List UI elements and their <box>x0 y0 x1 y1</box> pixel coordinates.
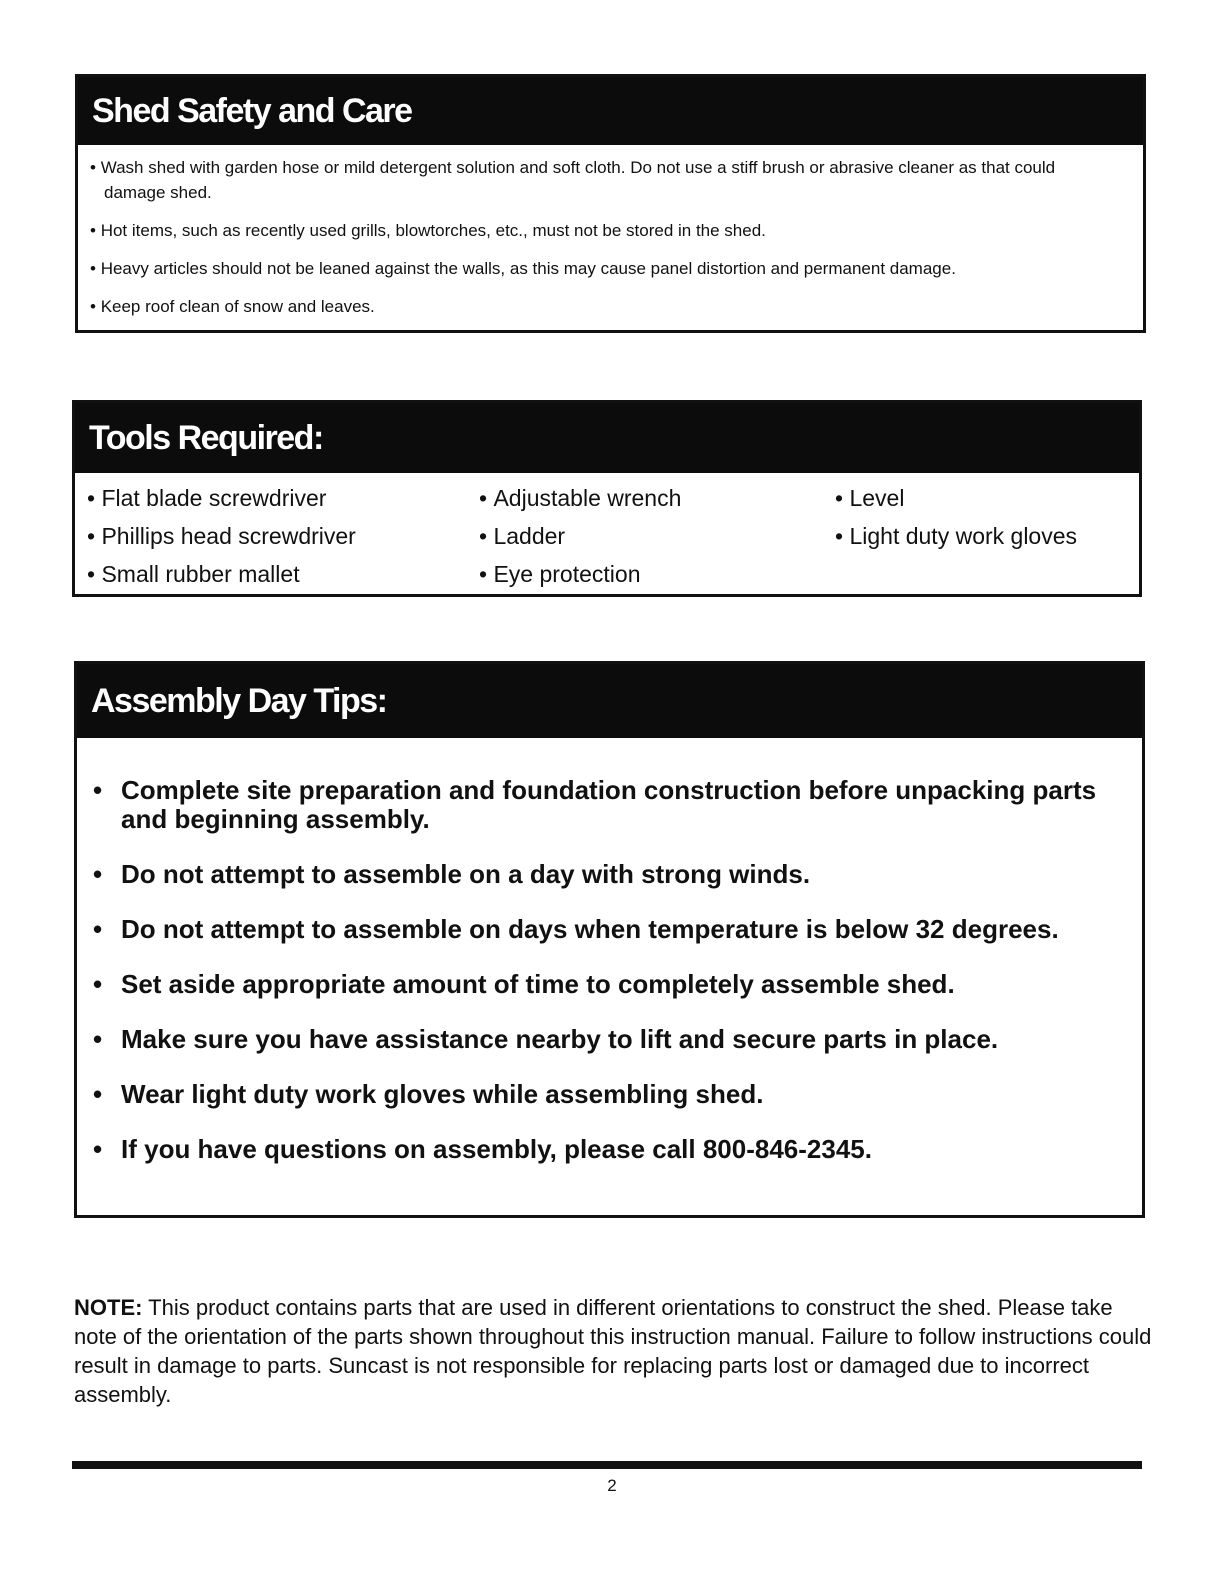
list-item: • Heavy articles should not be leaned against the walls, as this may cause panel distortion and permanent damage. <box>90 256 1119 281</box>
tools-required-title: Tools Required: <box>75 403 1139 473</box>
list-item: • Set aside appropriate amount of time to completely assemble shed. <box>93 970 1132 999</box>
assembly-tips-section <box>74 661 1145 1218</box>
note-paragraph <box>74 1293 1154 1409</box>
note-text: This product contains parts that are used in different orientations to construct the shed. Please take note of the orientation of the parts shown throughout this instruction manual. Failure to follow instructions could result in damage to parts. Suncast is not responsible for replacing parts lost or damaged due to incorrect assembly. <box>74 1295 1152 1407</box>
list-item: • Ladder <box>479 517 835 555</box>
tools-column-3 <box>835 479 1139 593</box>
page-number: 2 <box>607 1476 617 1495</box>
list-item: • Small rubber mallet <box>87 555 479 593</box>
list-item: • If you have questions on assembly, please call 800-846-2345. <box>93 1135 1132 1164</box>
list-item: • Level <box>835 479 1139 517</box>
list-item: • Light duty work gloves <box>835 517 1139 555</box>
shed-safety-list <box>78 145 1143 319</box>
note-label: NOTE: <box>74 1295 143 1320</box>
list-item: • Flat blade screwdriver <box>87 479 479 517</box>
assembly-tips-title: Assembly Day Tips: <box>77 664 1142 738</box>
assembly-tips-list <box>77 738 1142 1164</box>
footer-divider <box>72 1461 1142 1469</box>
list-item: • Keep roof clean of snow and leaves. <box>90 294 1119 319</box>
tools-required-section <box>72 400 1142 597</box>
list-item: • Do not attempt to assemble on a day with strong winds. <box>93 860 1132 889</box>
list-item: • Wash shed with garden hose or mild detergent solution and soft cloth. Do not use a stiff brush or abrasive cleaner as that could damage shed. <box>90 155 1119 205</box>
list-item: • Complete site preparation and foundation construction before unpacking parts and beginning assembly. <box>93 776 1132 834</box>
list-item: • Phillips head screwdriver <box>87 517 479 555</box>
list-item: • Make sure you have assistance nearby to lift and secure parts in place. <box>93 1025 1132 1054</box>
shed-safety-section <box>75 74 1146 333</box>
list-item: • Adjustable wrench <box>479 479 835 517</box>
shed-safety-title: Shed Safety and Care <box>78 77 1143 145</box>
tools-list <box>75 473 1139 593</box>
list-item: • Wear light duty work gloves while assembling shed. <box>93 1080 1132 1109</box>
list-item: • Hot items, such as recently used grills, blowtorches, etc., must not be stored in the shed. <box>90 218 1119 243</box>
tools-column-1 <box>87 479 479 593</box>
tools-column-2 <box>479 479 835 593</box>
list-item: • Eye protection <box>479 555 835 593</box>
list-item: • Do not attempt to assemble on days when temperature is below 32 degrees. <box>93 915 1132 944</box>
